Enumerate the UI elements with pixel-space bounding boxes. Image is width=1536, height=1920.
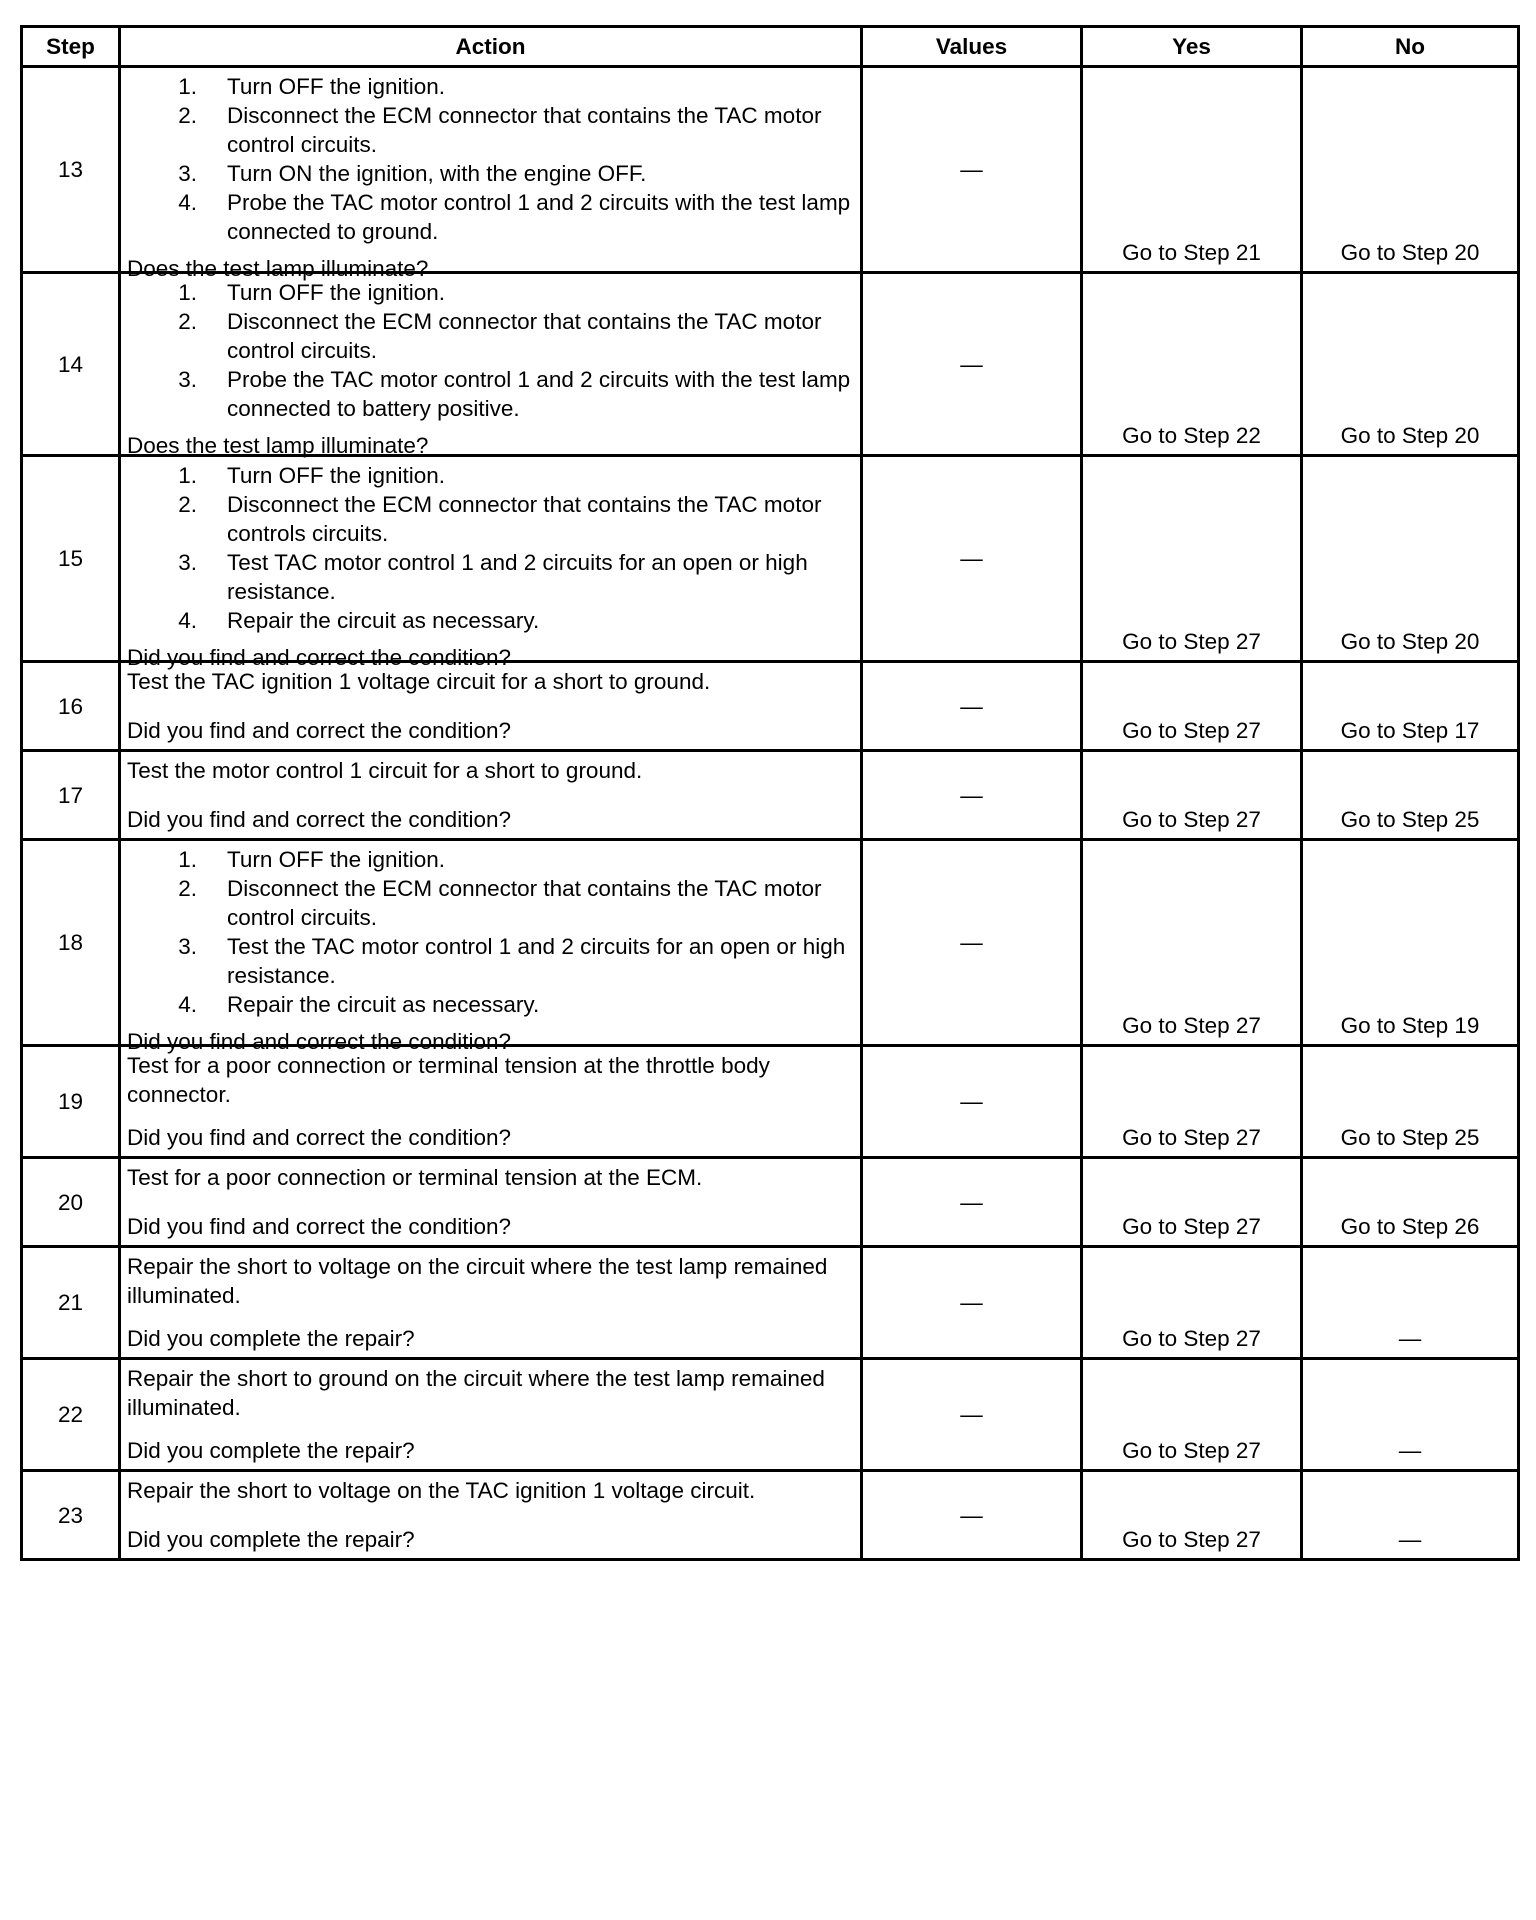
action-step-text: Disconnect the ECM connector that contains the TAC motor control circuits. (227, 309, 822, 363)
header-values: Values (862, 27, 1082, 67)
action-step (127, 845, 852, 874)
action-steps-list (127, 461, 852, 635)
step-number: 21 (22, 1247, 120, 1359)
yes-cell: Go to Step 27 (1082, 1046, 1302, 1158)
action-step (127, 278, 852, 307)
action-steps-list (127, 278, 852, 423)
action-step-number: 4. (178, 608, 197, 633)
action-text: Test for a poor connection or terminal tension at the ECM. (127, 1165, 703, 1190)
values-cell: — (862, 1359, 1082, 1471)
header-row (22, 27, 1519, 67)
values-cell: — (862, 1158, 1082, 1247)
action-text: Test the motor control 1 circuit for a short to ground. (127, 758, 643, 783)
action-step-number: 2. (178, 876, 197, 901)
action-step (127, 990, 852, 1019)
action-step-number: 2. (178, 103, 197, 128)
action-step-number: 4. (178, 992, 197, 1017)
no-cell: — (1302, 1359, 1519, 1471)
action-step (127, 307, 852, 365)
step-number: 23 (22, 1471, 120, 1560)
action-step-text: Repair the circuit as necessary. (227, 992, 540, 1017)
step-number: 17 (22, 751, 120, 840)
action-step-number: 2. (178, 492, 197, 517)
step-number: 16 (22, 662, 120, 751)
step-number: 19 (22, 1046, 120, 1158)
action-step-text: Turn OFF the ignition. (227, 280, 446, 305)
action-question: Does the test lamp illuminate? (127, 433, 429, 458)
action-step (127, 101, 852, 159)
action-step-number: 3. (178, 934, 197, 959)
action-step-text: Disconnect the ECM connector that contains the TAC motor control circuits. (227, 876, 822, 930)
action-question: Did you find and correct the condition? (127, 807, 511, 832)
no-cell: Go to Step 26 (1302, 1158, 1519, 1247)
table-row (22, 751, 1519, 840)
values-cell: — (862, 840, 1082, 1046)
action-step-text: Disconnect the ECM connector that contains the TAC motor control circuits. (227, 103, 822, 157)
no-cell: Go to Step 17 (1302, 662, 1519, 751)
action-step-number: 3. (178, 367, 197, 392)
action-step-number: 1. (178, 280, 197, 305)
action-step-text: Test TAC motor control 1 and 2 circuits for an open or high resistance. (227, 550, 808, 604)
action-text: Repair the short to voltage on the circuit where the test lamp remained illuminated. (127, 1254, 828, 1308)
no-cell: Go to Step 25 (1302, 751, 1519, 840)
yes-cell: Go to Step 27 (1082, 1471, 1302, 1560)
header-yes: Yes (1082, 27, 1302, 67)
action-step (127, 461, 852, 490)
no-cell: Go to Step 20 (1302, 67, 1519, 273)
action-step-text: Probe the TAC motor control 1 and 2 circuits with the test lamp connected to ground. (227, 190, 851, 244)
yes-cell: Go to Step 27 (1082, 662, 1302, 751)
action-step-text: Turn OFF the ignition. (227, 463, 446, 488)
table-row (22, 840, 1519, 1046)
action-question: Did you complete the repair? (127, 1438, 415, 1463)
action-cell (120, 1247, 862, 1359)
action-cell (120, 1359, 862, 1471)
no-cell: Go to Step 19 (1302, 840, 1519, 1046)
action-step (127, 548, 852, 606)
yes-cell: Go to Step 27 (1082, 751, 1302, 840)
action-step-text: Turn OFF the ignition. (227, 847, 446, 872)
action-question: Did you find and correct the condition? (127, 718, 511, 743)
action-step-text: Turn ON the ignition, with the engine OFF. (227, 161, 647, 186)
values-cell: — (862, 1471, 1082, 1560)
action-question: Did you find and correct the condition? (127, 1214, 511, 1239)
values-cell: — (862, 67, 1082, 273)
action-question: Did you complete the repair? (127, 1527, 415, 1552)
yes-cell: Go to Step 27 (1082, 1247, 1302, 1359)
table-row (22, 1046, 1519, 1158)
yes-cell: Go to Step 22 (1082, 273, 1302, 456)
action-cell (120, 1158, 862, 1247)
no-cell: Go to Step 20 (1302, 273, 1519, 456)
table-row (22, 1158, 1519, 1247)
action-cell (120, 751, 862, 840)
action-step-number: 1. (178, 74, 197, 99)
action-step-text: Test the TAC motor control 1 and 2 circuits for an open or high resistance. (227, 934, 846, 988)
no-cell: — (1302, 1471, 1519, 1560)
table-row (22, 1247, 1519, 1359)
table-row (22, 273, 1519, 456)
action-text: Test the TAC ignition 1 voltage circuit for a short to ground. (127, 669, 711, 694)
action-step-text: Probe the TAC motor control 1 and 2 circuits with the test lamp connected to battery positive. (227, 367, 851, 421)
action-step (127, 188, 852, 246)
values-cell: — (862, 456, 1082, 662)
yes-cell: Go to Step 27 (1082, 456, 1302, 662)
step-number: 13 (22, 67, 120, 273)
action-question: Does the test lamp illuminate? (127, 256, 429, 281)
action-step (127, 606, 852, 635)
yes-cell: Go to Step 27 (1082, 1158, 1302, 1247)
action-steps-list (127, 72, 852, 246)
step-number: 20 (22, 1158, 120, 1247)
action-question: Did you complete the repair? (127, 1326, 415, 1351)
action-step (127, 932, 852, 990)
action-cell (120, 456, 862, 670)
table-row (22, 1359, 1519, 1471)
action-question: Did you find and correct the condition? (127, 1125, 511, 1150)
diagnostic-table (20, 25, 1520, 1561)
table-row (22, 662, 1519, 751)
action-text: Repair the short to voltage on the TAC ignition 1 voltage circuit. (127, 1478, 756, 1503)
header-action: Action (120, 27, 862, 67)
table-body (22, 67, 1519, 1560)
header-step: Step (22, 27, 120, 67)
action-step (127, 490, 852, 548)
action-cell (120, 1471, 862, 1560)
action-cell (120, 273, 862, 456)
step-number: 14 (22, 273, 120, 456)
action-steps-list (127, 845, 852, 1019)
action-step-number: 1. (178, 463, 197, 488)
yes-cell: Go to Step 27 (1082, 840, 1302, 1046)
table-row (22, 67, 1519, 273)
action-step-number: 4. (178, 190, 197, 215)
action-step-text: Repair the circuit as necessary. (227, 608, 540, 633)
action-step-number: 3. (178, 161, 197, 186)
action-step (127, 159, 852, 188)
action-cell (120, 662, 862, 751)
values-cell: — (862, 273, 1082, 456)
action-step (127, 874, 852, 932)
action-step (127, 365, 852, 423)
values-cell: — (862, 1247, 1082, 1359)
action-step-number: 3. (178, 550, 197, 575)
action-step-text: Turn OFF the ignition. (227, 74, 446, 99)
step-number: 18 (22, 840, 120, 1046)
table-row (22, 456, 1519, 662)
step-number: 15 (22, 456, 120, 662)
action-cell (120, 840, 862, 1054)
values-cell: — (862, 662, 1082, 751)
yes-cell: Go to Step 27 (1082, 1359, 1302, 1471)
header-no: No (1302, 27, 1519, 67)
no-cell: Go to Step 20 (1302, 456, 1519, 662)
no-cell: — (1302, 1247, 1519, 1359)
yes-cell: Go to Step 21 (1082, 67, 1302, 273)
action-step-number: 2. (178, 309, 197, 334)
action-step (127, 72, 852, 101)
action-step-number: 1. (178, 847, 197, 872)
action-text: Test for a poor connection or terminal tension at the throttle body connector. (127, 1053, 770, 1107)
action-text: Repair the short to ground on the circuit where the test lamp remained illuminated. (127, 1366, 825, 1420)
action-cell (120, 1046, 862, 1158)
step-number: 22 (22, 1359, 120, 1471)
values-cell: — (862, 751, 1082, 840)
table-row (22, 1471, 1519, 1560)
action-cell (120, 67, 862, 281)
action-step-text: Disconnect the ECM connector that contains the TAC motor controls circuits. (227, 492, 822, 546)
values-cell: — (862, 1046, 1082, 1158)
action-question: Did you find and correct the condition? (127, 1029, 511, 1054)
no-cell: Go to Step 25 (1302, 1046, 1519, 1158)
action-question: Did you find and correct the condition? (127, 645, 511, 670)
